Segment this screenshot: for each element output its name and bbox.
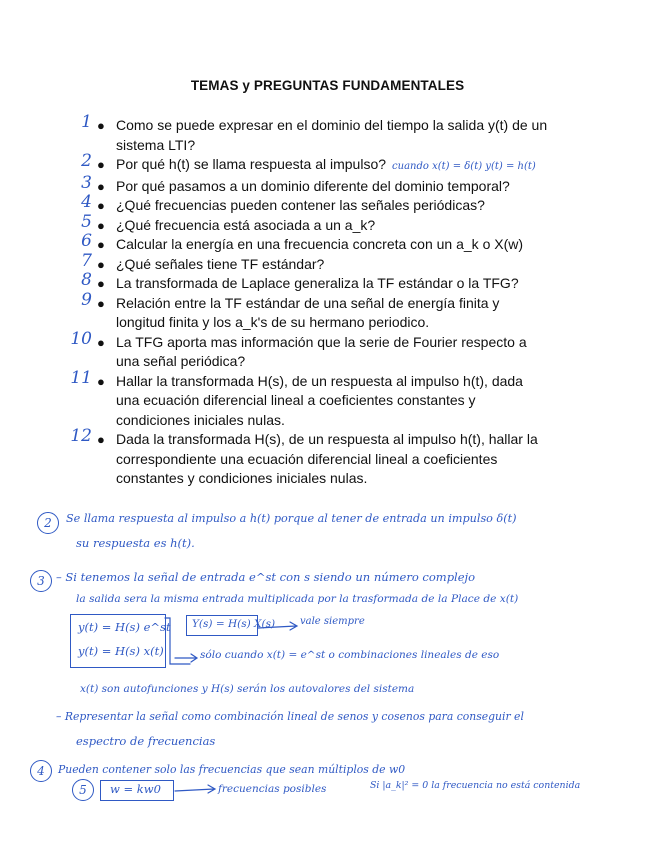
question-text-line: Por qué pasamos a un dominio diferente del dominio temporal? <box>116 177 510 194</box>
bullet-icon: ● <box>97 118 105 133</box>
note-ak-zero: Si |a_k|² = 0 la frecuencia no está contenida <box>370 780 581 791</box>
circled-number-2: 2 <box>37 512 59 534</box>
handwritten-question-number: 12 <box>70 426 92 446</box>
handwritten-question-number: 4 <box>81 192 92 212</box>
bullet-icon: ● <box>97 295 105 311</box>
answer-3-line-3: x(t) son autofunciones y H(s) serán los autovalores del sistema <box>80 683 415 695</box>
equation-Y-H-X: Y(s) = H(s) X(s) <box>192 618 276 630</box>
question-item <box>0 112 586 155</box>
question-text-line: Como se puede expresar en el dominio del tiempo la salida y(t) de un <box>116 117 548 133</box>
question-list <box>0 112 655 489</box>
handwritten-question-number: 8 <box>81 270 92 290</box>
handwritten-question-number: 7 <box>81 250 92 271</box>
note-solo-cuando: sólo cuando x(t) = e^st o combinaciones lineales de eso <box>200 649 500 661</box>
answer-4-line-1: Pueden contener solo las frecuencias que sean múltiplos de w0 <box>58 763 406 776</box>
question-text-line: Hallar la transformada H(s), de un respuesta al impulso h(t), dada <box>116 372 523 389</box>
bullet-icon: ● <box>97 157 105 172</box>
question-text-line: condiciones iniciales nulas. <box>116 411 285 428</box>
bullet-icon: ● <box>97 373 105 389</box>
answer-3-line-2: la salida sera la misma entrada multiplicada por la trasformada de la Place de x(t) <box>76 593 519 605</box>
question-text: Por qué h(t) se llama respuesta al impulso? <box>116 156 387 172</box>
answer-2-line-2: su respuesta es h(t). <box>76 536 195 550</box>
answer-3-line-4: – Representar la señal como combinación lineal de senos y cosenos para conseguir el <box>56 710 524 723</box>
question-text-line: sistema LTI? <box>116 136 196 153</box>
handwritten-question-number: 6 <box>81 231 92 251</box>
question-text-line: una ecuación diferencial lineal a coeficientes constantes y <box>116 392 476 408</box>
note-vale-siempre: vale siempre <box>300 616 365 627</box>
question-item <box>0 289 586 333</box>
bullet-icon: ● <box>97 256 105 272</box>
question-text-line: ¿Qué señales tiene TF estándar? <box>116 255 325 272</box>
answer-3-line-1: – Si tenemos la señal de entrada e^st con s siendo un número complejo <box>56 570 476 584</box>
answer-2-line-1: Se llama respuesta al impulso a h(t) porque al tener de entrada un impulso δ(t) <box>66 512 517 525</box>
page-title: TEMAS y PREGUNTAS FUNDAMENTALES <box>190 78 465 93</box>
question-text-line: constantes y condiciones iniciales nulas. <box>116 470 368 486</box>
question-text-line: Relación entre la TF estándar de una señal de energía finita y <box>116 294 500 311</box>
question-text-line: Dada la transformada H(s), de un respuesta al impulso h(t), hallar la <box>116 431 538 447</box>
bullet-icon: ● <box>97 334 105 350</box>
handwritten-question-number: 9 <box>81 289 92 310</box>
answer-3-line-5: espectro de frecuencias <box>76 734 216 748</box>
handwritten-question-number: 2 <box>81 151 92 171</box>
question-text-line: correspondiente una ecuación diferencial lineal a coeficientes <box>116 450 498 467</box>
bullet-icon: ● <box>97 178 105 194</box>
arrow-solo-cuando <box>175 654 197 662</box>
bullet-icon: ● <box>97 198 105 213</box>
arrow-frecuencias <box>175 785 215 793</box>
equation-y-h-x: y(t) = H(s) x(t) <box>78 644 164 658</box>
question-text-line: ¿Qué frecuencia está asociada a un a_k? <box>116 216 376 233</box>
handwritten-question-number: 5 <box>81 211 92 232</box>
handwritten-inline-note: cuando x(t) = δ(t) y(t) = h(t) <box>392 161 536 172</box>
handwritten-question-number: 3 <box>81 172 92 193</box>
handwritten-question-number: 11 <box>70 367 92 388</box>
bullet-icon: ● <box>97 217 105 233</box>
circled-number-4: 4 <box>30 760 52 782</box>
question-text-line: ¿Qué frecuencias pueden contener las señales periódicas? <box>116 197 485 213</box>
note-frecuencias-posibles: frecuencias posibles <box>218 783 327 795</box>
circled-number-5: 5 <box>72 779 94 801</box>
question-text-line <box>116 155 586 177</box>
question-item <box>0 426 586 489</box>
bullet-icon: ● <box>97 276 105 291</box>
question-text-line: longitud finita y los a_k's de su hermano periodico. <box>116 314 430 330</box>
question-item <box>0 367 586 431</box>
equation-y-h-est: y(t) = H(s) e^st <box>78 620 171 634</box>
question-text-line: una señal periódica? <box>116 353 246 369</box>
bullet-icon: ● <box>97 432 105 447</box>
question-text-line: La TFG aporta mas información que la serie de Fourier respecto a <box>116 333 527 350</box>
question-item <box>0 328 586 372</box>
question-text-line: La transformada de Laplace generaliza la TF estándar o la TFG? <box>116 275 519 291</box>
circled-number-3: 3 <box>30 570 52 592</box>
handwritten-question-number: 1 <box>81 112 92 132</box>
handwritten-question-number: 10 <box>70 328 92 349</box>
question-text-line: Calcular la energía en una frecuencia concreta con un a_k o X(w) <box>116 236 524 252</box>
bullet-icon: ● <box>97 237 105 252</box>
equation-w-kw0: w = kw0 <box>110 782 161 796</box>
